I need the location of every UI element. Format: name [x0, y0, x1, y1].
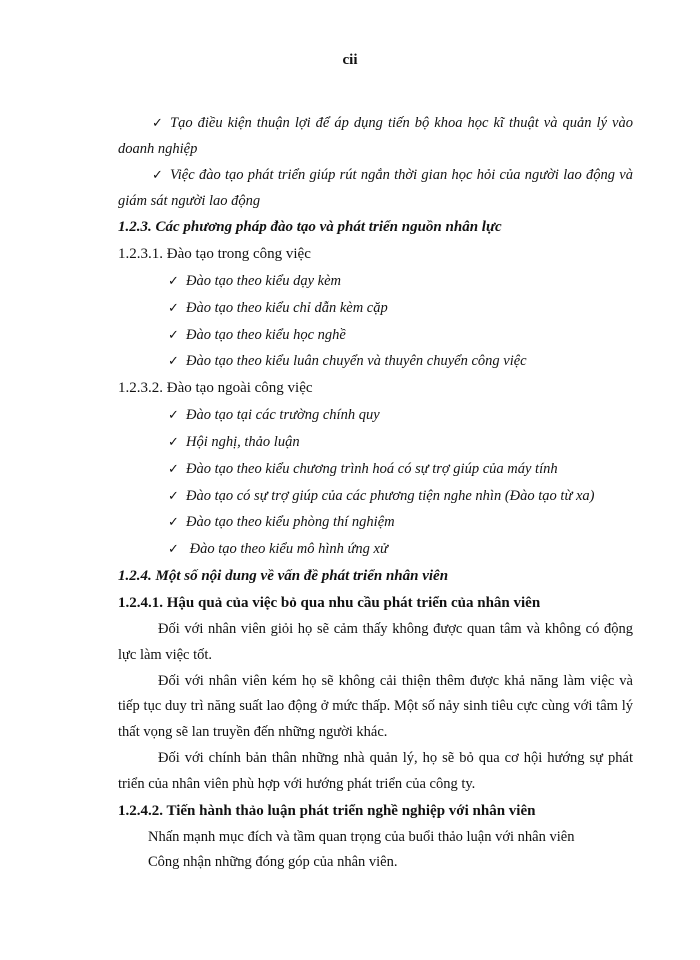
- list-item: ✓ Đào tạo theo kiểu học nghề: [118, 322, 633, 349]
- checkmark-icon: ✓: [168, 514, 179, 530]
- checkmark-icon: ✓: [168, 433, 179, 449]
- section-heading-1-2-3: 1.2.3. Các phương pháp đào tạo và phát triển nguồn nhân lực: [118, 219, 502, 235]
- checkmark-icon: ✓: [168, 299, 179, 315]
- list-item: ✓ Đào tạo theo kiểu luân chuyển và thuyên chuyển công việc: [118, 348, 633, 375]
- text-line: Công nhận những đóng góp của nhân viên.: [148, 854, 398, 871]
- checkmark-icon: ✓: [168, 541, 179, 557]
- list-item: ✓ Hội nghị, thảo luận: [118, 429, 633, 456]
- list-item: ✓ Đào tạo có sự trợ giúp của các phương tiện nghe nhìn (Đào tạo từ xa): [118, 483, 633, 510]
- page-number: cii: [342, 52, 358, 68]
- list-item: ✓ Đào tạo theo kiểu chỉ dẫn kèm cặp: [118, 295, 633, 322]
- paragraph: Đối với chính bản thân những nhà quản lý, họ sẽ bỏ qua cơ hội hướng sự phát triển của nhân viên phù hợp với hướng phát triển của công ty.: [118, 749, 633, 792]
- checkmark-icon: ✓: [168, 353, 179, 369]
- checkmark-icon: ✓: [168, 460, 179, 476]
- list-item: ✓ Đào tạo tại các trường chính quy: [118, 402, 633, 429]
- checkmark-icon: ✓: [152, 167, 163, 182]
- list-item: ✓ Đào tạo theo kiểu phòng thí nghiệm: [118, 509, 633, 536]
- text-line: Nhấn mạnh mục đích và tầm quan trọng của buổi thảo luận với nhân viên: [148, 828, 575, 845]
- intro-bullet-1: ✓ Tạo điều kiện thuận lợi để áp dụng tiến bộ khoa học kĩ thuật và quản lý vào doanh nghiệp: [118, 110, 633, 162]
- checkmark-icon: ✓: [168, 487, 179, 503]
- intro-bullet-2: ✓ Việc đào tạo phát triển giúp rút ngắn thời gian học hỏi của người lao động và giám sát người lao động: [118, 162, 633, 214]
- paragraph: Đối với nhân viên kém họ sẽ không cải thiện thêm được khả năng làm việc và tiếp tục duy trì năng suất lao động ở mức thấp. Một số nảy sinh tiêu cực cùng với tâm lý thất vọng sẽ lan truyền đến những người khác.: [118, 672, 633, 741]
- subsection-heading-1-2-4-2: 1.2.4.2. Tiến hành thảo luận phát triển nghề nghiệp với nhân viên: [118, 802, 536, 819]
- checkmark-icon: ✓: [168, 407, 179, 423]
- section-heading-1-2-4: 1.2.4. Một số nội dung về vấn đề phát triển nhân viên: [118, 567, 449, 584]
- checkmark-icon: ✓: [152, 115, 163, 130]
- paragraph: Đối với nhân viên giỏi họ sẽ cảm thấy không được quan tâm và không có động lực làm việc tốt.: [118, 620, 633, 663]
- checkmark-icon: ✓: [168, 273, 179, 288]
- list-item: ✓ Đào tạo theo kiểu mô hình ứng xử: [118, 536, 633, 563]
- subsection-heading-1-2-3-2: 1.2.3.2. Đào tạo ngoài công việc: [118, 380, 313, 397]
- subsection-heading-1-2-3-1: 1.2.3.1. Đào tạo trong công việc: [118, 246, 311, 262]
- list-item: ✓ Đào tạo theo kiểu dạy kèm: [118, 268, 633, 295]
- list-item: ✓ Đào tạo theo kiểu chương trình hoá có sự trợ giúp của máy tính: [118, 456, 633, 483]
- checkmark-icon: ✓: [168, 326, 179, 342]
- page-content: [118, 110, 633, 876]
- subsection-heading-1-2-4-1: 1.2.4.1. Hậu quả của việc bỏ qua nhu cầu phát triển của nhân viên: [118, 594, 541, 611]
